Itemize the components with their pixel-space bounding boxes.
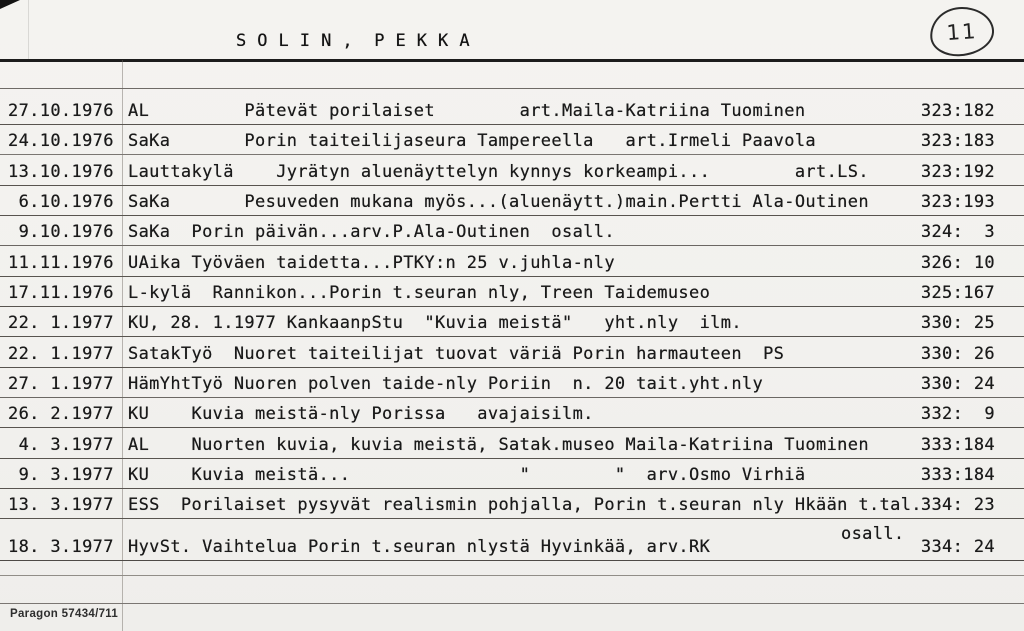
entry-text: SaKa Pesuveden mukana myös...(aluenäytt.)main.Pertti Ala-Outinen xyxy=(128,191,869,212)
entry-text: SaKa Porin taiteilijaseura Tampereella art.Irmeli Paavola xyxy=(128,131,817,152)
footer-rule-lower xyxy=(0,603,1024,604)
entry-ref: 326: 10 xyxy=(920,252,995,273)
entry-row xyxy=(0,519,1024,561)
entry-ref: 323:192 xyxy=(920,161,995,182)
page-number: 11 xyxy=(945,18,979,45)
entry-date: 27. 1.1977 xyxy=(8,373,114,394)
entry-ref: 332: 9 xyxy=(920,404,995,425)
entry-ref: 333:184 xyxy=(920,434,995,455)
entry-text: L-kylä Rannikon...Porin t.seuran nly, Treen Taidemuseo xyxy=(128,282,711,303)
entry-text: SaKa Porin päivän...arv.P.Ala-Outinen osall. xyxy=(128,222,615,243)
entry-row xyxy=(0,186,1024,216)
entry-row xyxy=(0,125,1024,155)
card-title: S O L I N , P E K K A xyxy=(236,31,470,51)
entry-row xyxy=(0,428,1024,458)
crease-line xyxy=(28,0,29,60)
entry-row xyxy=(0,307,1024,337)
entry-row xyxy=(0,89,1024,125)
entry-ref: 324: 3 xyxy=(920,222,995,243)
entry-date: 9.10.1976 xyxy=(8,222,114,243)
entry-date: 13.10.1976 xyxy=(8,161,114,182)
entry-ref: 333:184 xyxy=(920,464,995,485)
entry-date: 26. 2.1977 xyxy=(8,404,114,425)
entry-ref: 330: 25 xyxy=(920,313,995,334)
card-imprint: Paragon 57434/711 xyxy=(10,608,119,620)
entry-text: SatakTyö Nuoret taiteilijat tuovat väriä Porin harmauteen PS xyxy=(128,343,785,364)
entry-ref: 323:183 xyxy=(920,131,995,152)
entry-text: UAika Työväen taidetta...PTKY:n 25 v.juhla-nly xyxy=(128,252,615,273)
entry-date: 27.10.1976 xyxy=(8,101,114,121)
entry-text: ESS Porilaiset pysyvät realismin pohjalla, Porin t.seuran nly Hkään t.tal. xyxy=(128,495,922,516)
footer-rule-upper xyxy=(0,575,1024,576)
entry-ref: 330: 26 xyxy=(920,343,995,364)
entry-ref: 330: 24 xyxy=(920,373,995,394)
entry-inserted-note: osall. xyxy=(841,524,905,545)
entry-text: AL Pätevät porilaiset art.Maila-Katriina Tuominen xyxy=(128,101,806,121)
entry-text: KU Kuvia meistä-nly Porissa avajaisilm. xyxy=(128,404,594,425)
entry-row xyxy=(0,459,1024,489)
page-number-badge xyxy=(928,5,995,58)
entry-row xyxy=(0,337,1024,367)
entry-date: 24.10.1976 xyxy=(8,131,114,152)
entry-ref: 325:167 xyxy=(920,282,995,303)
entry-row xyxy=(0,216,1024,246)
entry-row xyxy=(0,489,1024,519)
entry-text: AL Nuorten kuvia, kuvia meistä, Satak.museo Maila-Katriina Tuominen xyxy=(128,434,869,455)
entry-date: 17.11.1976 xyxy=(8,282,114,303)
entry-row xyxy=(0,246,1024,276)
entry-row xyxy=(0,398,1024,428)
entry-ref: 323:193 xyxy=(920,191,995,212)
entry-date: 9. 3.1977 xyxy=(8,464,114,485)
entry-row xyxy=(0,155,1024,185)
entry-list xyxy=(0,89,1024,561)
scan-corner-artifact xyxy=(0,0,20,9)
entry-date: 4. 3.1977 xyxy=(8,434,114,455)
entry-text: HyvSt. Vaihtelua Porin t.seuran nlystä Hyvinkää, arv.RK xyxy=(128,536,711,557)
entry-date: 6.10.1976 xyxy=(8,191,114,212)
entry-text: KU Kuvia meistä... " " arv.Osmo Virhiä xyxy=(128,464,806,485)
entry-text: KU, 28. 1.1977 KankaanpStu "Kuvia meistä" yht.nly ilm. xyxy=(128,313,742,334)
entry-date: 18. 3.1977 xyxy=(8,536,114,557)
entry-date: 13. 3.1977 xyxy=(8,495,114,516)
entry-date: 22. 1.1977 xyxy=(8,313,114,334)
entry-text: Lauttakylä Jyrätyn aluenäyttelyn kynnys korkeampi... art.LS. xyxy=(128,161,869,182)
entry-ref: 334: 24 xyxy=(920,536,995,557)
entry-row xyxy=(0,368,1024,398)
header-rule-thick xyxy=(0,59,1024,62)
entry-ref: 334: 23 xyxy=(920,495,995,516)
entry-date: 11.11.1976 xyxy=(8,252,114,273)
entry-date: 22. 1.1977 xyxy=(8,343,114,364)
entry-ref: 323:182 xyxy=(920,101,995,121)
entry-row xyxy=(0,277,1024,307)
entry-text: HämYhtTyö Nuoren polven taide-nly Poriin n. 20 tait.yht.nly xyxy=(128,373,764,394)
